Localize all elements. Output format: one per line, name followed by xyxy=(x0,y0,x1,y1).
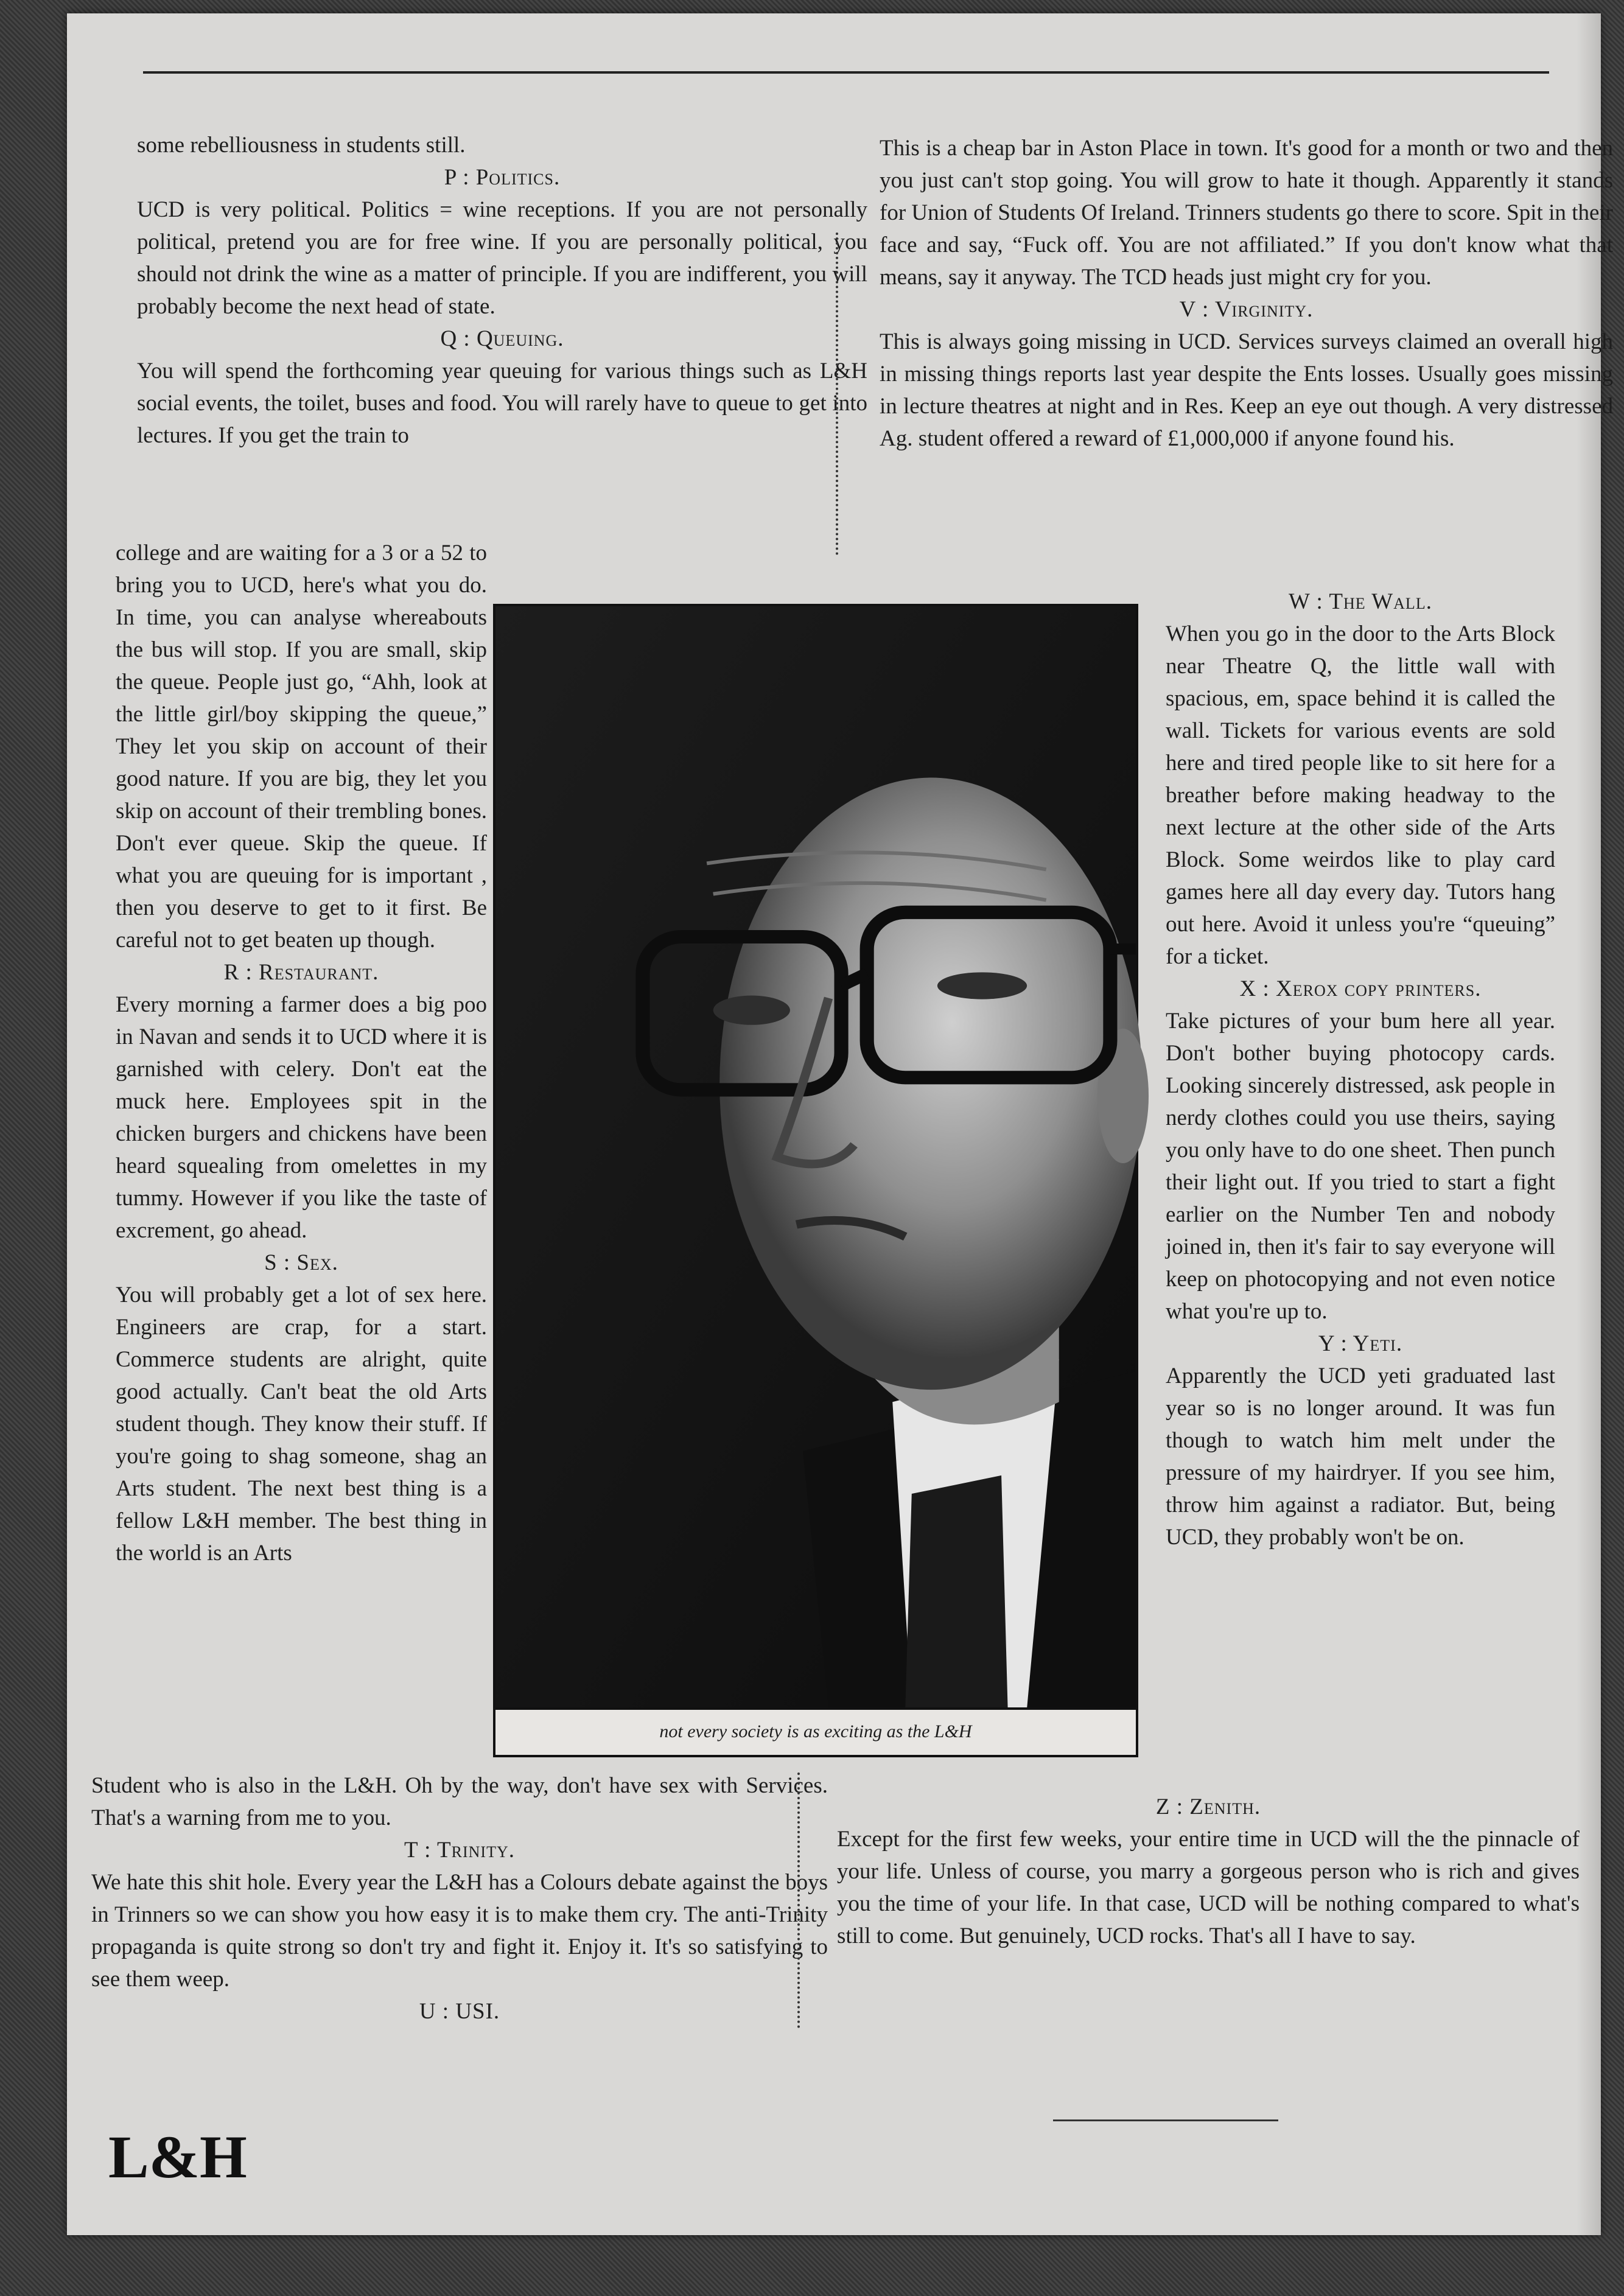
lh-logo xyxy=(103,2119,247,2193)
photo-caption: not every society is as exciting as the L&H xyxy=(495,1707,1136,1755)
intro-tail: some rebelliousness in students still. xyxy=(137,133,466,158)
heading-restaurant: R : Restaurant. xyxy=(223,960,379,985)
body-xerox: Take pictures of your bum here all year. Don't bother buying photocopy cards. Looking sincerely distressed, ask people in nerdy clothes could you use theirs, saying you only have to do one sheet. Then punch their light out. If you tried to start a fight earlier on the Number Ten and nobody joined in, then it's fair to say everyone will keep on photocopying and not even notice what you're up to. xyxy=(1166,1009,1555,1324)
body-virginity: This is always going missing in UCD. Services surveys claimed an overall high in missing things reports last year despite the Ents losses. Usually goes missing in lecture theatres at night and in Res. Keep an eye out though. A very distressed Ag. student offered a reward of £1,000,000 if anyone found his. xyxy=(880,329,1613,451)
column-divider-top xyxy=(836,233,838,555)
heading-zenith: Z : Zenith. xyxy=(1155,1794,1261,1819)
heading-usi: U : USI. xyxy=(419,1999,500,2024)
heading-queuing: Q : Queuing. xyxy=(440,326,564,351)
body-zenith: Except for the first few weeks, your entire time in UCD will the the pinnacle of your life. Unless of course, you marry a gorgeous person who is rich and gives you the time of your life. In that case, UCD will be nothing compared to what's still to come. But genuinely, UCD rocks. That's all I have to say. xyxy=(837,1827,1580,1948)
heading-politics: P : Politics. xyxy=(444,165,561,190)
left-column-top xyxy=(137,129,867,452)
heading-sex: S : Sex. xyxy=(264,1250,338,1275)
lh-logo-mark xyxy=(103,2119,247,2193)
column-divider-bottom xyxy=(797,1773,800,2028)
body-sex: You will probably get a lot of sex here. Engineers are crap, for a start. Commerce students are alright, quite good actually. Can't beat the old Arts student though. They know their stuff. If you're going to shag someone, shag an Arts student. The next best thing is a fellow L&H member. The best thing in the world is an Arts xyxy=(116,1283,487,1566)
body-yeti: Apparently the UCD yeti graduated last year so is no longer around. It was fun though to watch him melt under the pressure of my hairdryer. If you see him, throw him against a radiator. But, being UCD, they probably won't be on. xyxy=(1166,1363,1555,1550)
portrait-illustration xyxy=(495,606,1136,1708)
body-queuing-top: You will spend the forthcoming year queuing for various things such as L&H social events, the toilet, buses and food. You will rarely have to queue to get into lectures. If you get the train to xyxy=(137,359,867,448)
heading-trinity: T : Trinity. xyxy=(404,1838,515,1863)
body-trinity: We hate this shit hole. Every year the L&H has a Colours debate against the boys in Trinners so we can show you how easy it is to make them cry. The anti-Trinity propaganda is quite strong so don't try and fight it. Enjoy it. It's so satisfying to see them weep. xyxy=(91,1870,828,1992)
right-column-top xyxy=(880,132,1613,455)
logo-text: L&H xyxy=(108,2123,247,2191)
left-column-bottom xyxy=(91,1769,828,2028)
body-queuing-wrap: college and are waiting for a 3 or a 52 to bring you to UCD, here's what you do. In time, you can analyse whereabouts the bus will stop. If you are small, skip the queue. People just go, “Ahh, look at the little girl/boy skipping the queue,” They let you skip on account of their good nature. If you are big, they let you skip on account of their trembling bones. Don't ever queue. Skip the queue. If what you are queuing for is important , then you deserve to get to it first. Be careful not to get beaten up though. xyxy=(116,541,487,953)
right-column-wrap xyxy=(1166,586,1555,1553)
heading-the-wall: W : The Wall. xyxy=(1289,589,1432,614)
bottom-rule xyxy=(1053,2119,1278,2121)
body-the-wall: When you go in the door to the Arts Block near Theatre Q, the little wall with spacious, em, space behind it is called the wall. Tickets for various events are sold here and tired people like to sit here for a breather before making headway to the next lecture at the other side of the Arts Block. Some weirdos like to play card games here all day every day. Tutors hang out here. Avoid it unless you're “queuing” for a ticket. xyxy=(1166,621,1555,969)
body-restaurant: Every morning a farmer does a big poo in Navan and sends it to UCD where it is garnished with celery. Don't eat the muck here. Employees spit in the chicken burgers and chickens have been heard squealing from omelettes in my tummy. However if you like the taste of excrement, go ahead. xyxy=(116,992,487,1243)
body-politics: UCD is very political. Politics = wine receptions. If you are not personally political, pretend you are for free wine. If you are personally political, you should not drink the wine as a matter of principle. If you are indifferent, you will probably become the next head of state. xyxy=(137,197,867,319)
left-column-wrap xyxy=(116,537,487,1569)
top-rule xyxy=(143,71,1549,74)
body-sex-continued: Student who is also in the L&H. Oh by the way, don't have sex with Services. That's a warning from me to you. xyxy=(91,1773,828,1830)
photo-frame xyxy=(493,604,1138,1757)
heading-xerox: X : Xerox copy printers. xyxy=(1239,976,1482,1001)
magazine-page xyxy=(67,13,1613,2235)
heading-virginity: V : Virginity. xyxy=(1179,297,1314,322)
heading-yeti: Y : Yeti. xyxy=(1318,1331,1403,1356)
body-usi: This is a cheap bar in Aston Place in town. It's good for a month or two and then you just can't stop going. You will grow to hate it though. Apparently it stands for Union of Students Of Ireland. Trinners students go there to score. Spit in their face and say, “Fuck off. You are not affiliated.” If you don't know what that means, say it anyway. The TCD heads just might cry for you. xyxy=(880,136,1613,290)
right-column-bottom xyxy=(837,1791,1580,1952)
portrait-photo xyxy=(495,606,1136,1708)
